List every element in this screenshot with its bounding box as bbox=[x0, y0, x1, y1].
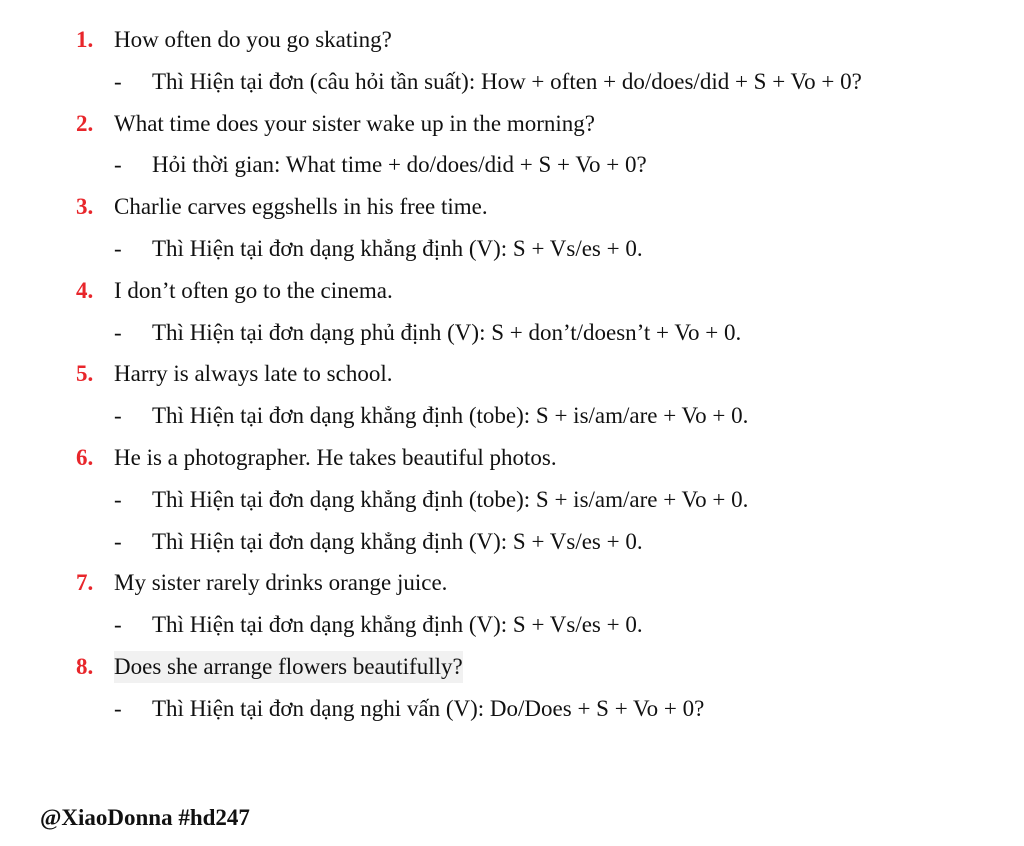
question-row bbox=[0, 442, 1024, 484]
question-text: Harry is always late to school. bbox=[114, 361, 393, 387]
question-text: He is a photographer. He takes beautiful photos. bbox=[114, 444, 557, 470]
note-row bbox=[0, 317, 1024, 359]
note-row bbox=[0, 66, 1024, 108]
note-row bbox=[0, 400, 1024, 442]
question-text: I don’t often go to the cinema. bbox=[114, 277, 393, 303]
item-number: 3. bbox=[76, 194, 94, 220]
item-number: 4. bbox=[76, 277, 94, 303]
note-row bbox=[0, 484, 1024, 526]
question-row bbox=[0, 358, 1024, 400]
author-signature: @XiaoDonna #hd247 bbox=[40, 805, 250, 830]
question-text: Charlie carves eggshells in his free time. bbox=[114, 194, 488, 220]
grammar-note: Thì Hiện tại đơn dạng khẳng định (V): S + Vs/es + 0. bbox=[152, 528, 643, 554]
bullet-dash: - bbox=[114, 612, 122, 638]
question-row bbox=[0, 651, 1024, 693]
item-number: 1. bbox=[76, 27, 94, 52]
grammar-note: Thì Hiện tại đơn dạng khẳng định (tobe): S + is/am/are + Vo + 0. bbox=[152, 486, 749, 512]
bullet-dash: - bbox=[114, 152, 122, 178]
bullet-dash: - bbox=[114, 486, 122, 512]
bullet-dash: - bbox=[114, 403, 122, 429]
item-number: 5. bbox=[76, 361, 94, 387]
bullet-dash: - bbox=[114, 68, 122, 94]
question-row bbox=[0, 191, 1024, 233]
bullet-dash: - bbox=[114, 695, 122, 721]
item-number: 2. bbox=[76, 110, 94, 136]
grammar-note: Thì Hiện tại đơn dạng khẳng định (V): S + Vs/es + 0. bbox=[152, 612, 643, 638]
item-number: 8. bbox=[76, 653, 94, 679]
question-text: My sister rarely drinks orange juice. bbox=[114, 570, 448, 596]
question-text-highlighted: Does she arrange flowers beautifully? bbox=[114, 651, 463, 683]
grammar-note: Thì Hiện tại đơn dạng nghi vấn (V): Do/Does + S + Vo + 0? bbox=[152, 695, 705, 721]
question-row bbox=[0, 275, 1024, 317]
note-row bbox=[0, 526, 1024, 568]
question-row bbox=[0, 567, 1024, 609]
question-row bbox=[0, 24, 1024, 66]
question-text: How often do you go skating? bbox=[114, 27, 392, 52]
grammar-note: Hỏi thời gian: What time + do/does/did + S + Vo + 0? bbox=[152, 152, 647, 178]
bullet-dash: - bbox=[114, 319, 122, 345]
grammar-note: Thì Hiện tại đơn dạng phủ định (V): S + don’t/doesn’t + Vo + 0. bbox=[152, 319, 742, 345]
question-row bbox=[0, 108, 1024, 150]
note-row bbox=[0, 233, 1024, 275]
item-number: 7. bbox=[76, 570, 94, 596]
note-row bbox=[0, 609, 1024, 651]
note-row bbox=[0, 149, 1024, 191]
document-body bbox=[0, 24, 1024, 735]
grammar-note: Thì Hiện tại đơn (câu hỏi tần suất): How + often + do/does/did + S + Vo + 0? bbox=[152, 68, 862, 94]
question-text: What time does your sister wake up in the morning? bbox=[114, 110, 595, 136]
bullet-dash: - bbox=[114, 235, 122, 261]
item-number: 6. bbox=[76, 444, 94, 470]
grammar-note: Thì Hiện tại đơn dạng khẳng định (tobe): S + is/am/are + Vo + 0. bbox=[152, 403, 749, 429]
grammar-note: Thì Hiện tại đơn dạng khẳng định (V): S + Vs/es + 0. bbox=[152, 235, 643, 261]
note-row bbox=[0, 693, 1024, 735]
bullet-dash: - bbox=[114, 528, 122, 554]
